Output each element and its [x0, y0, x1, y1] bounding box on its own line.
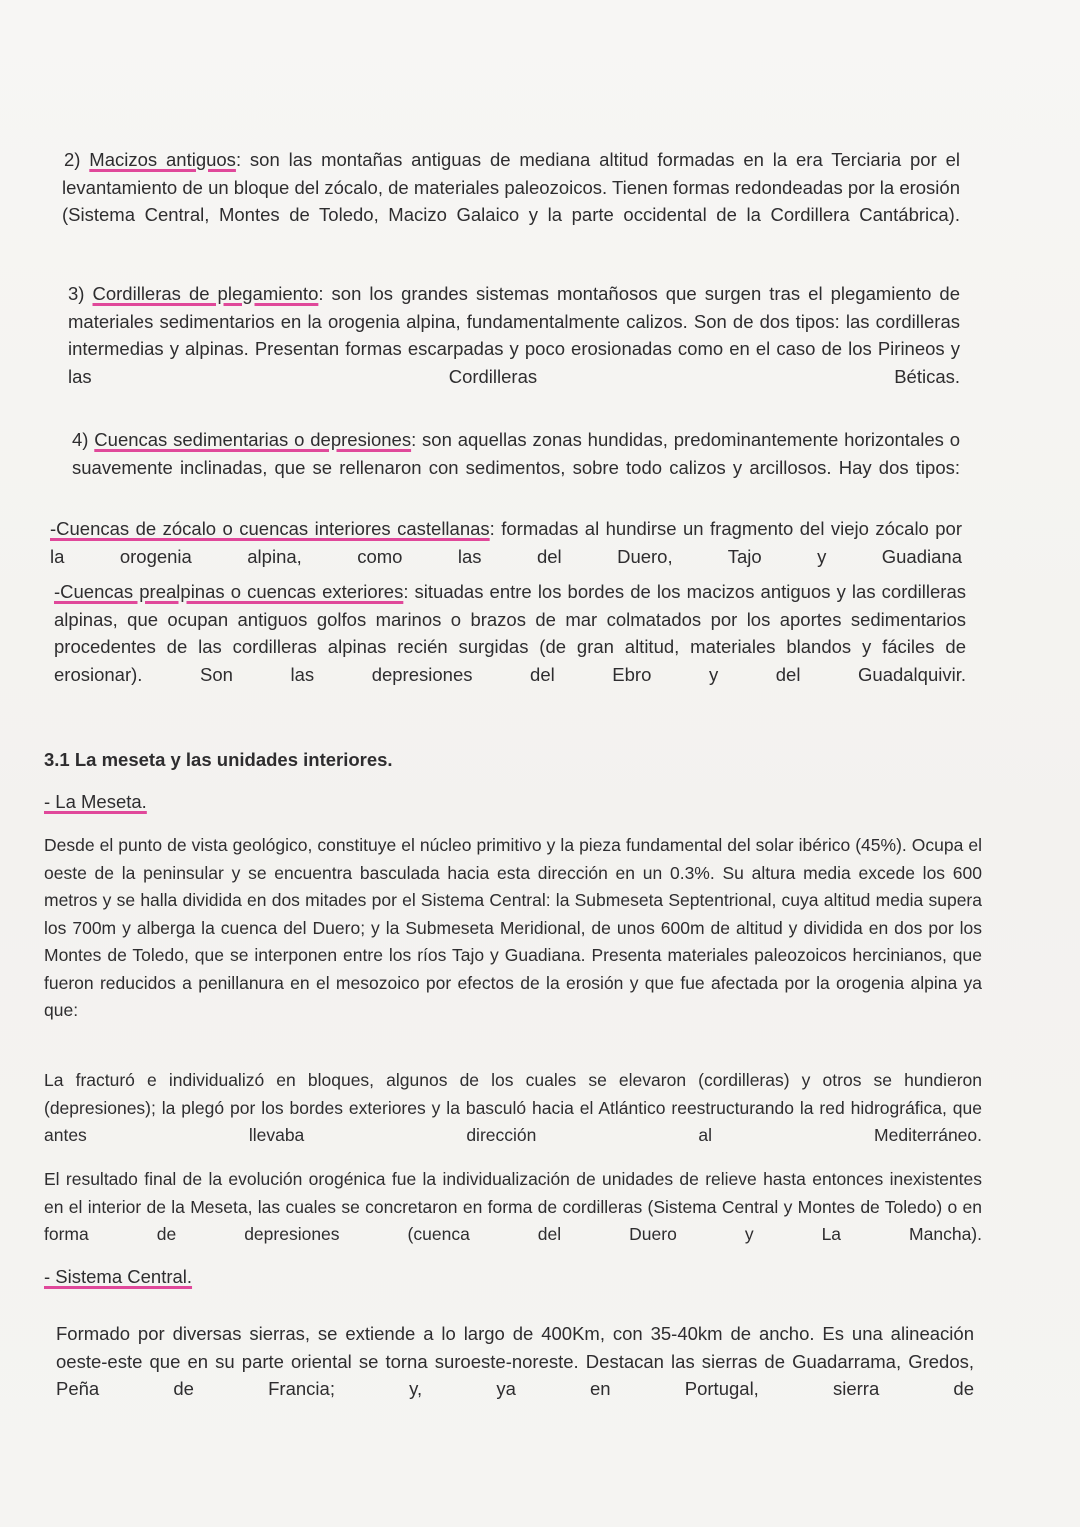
item-title: Cuencas sedimentarias o depresiones: [94, 429, 412, 450]
paragraph-text: El resultado final de la evolución orogénica fue la individualización de unidades de relieve hasta entonces inexistentes en el interior de la Meseta, las cuales se concretaron en forma de cordilleras (Sistema Central y Montes de Toledo) o en forma de depresiones (cuenca del Duero y La Mancha).: [44, 1169, 982, 1244]
subtype-text: : formadas al hundirse un fragmento del viejo zócalo por la orogenia alpina, como las del Duero, Tajo y Guadiana: [50, 518, 963, 567]
meseta-paragraph-1: [44, 832, 982, 1052]
item-macizos-antiguos: [62, 146, 960, 256]
sistema-central-heading: - Sistema Central.: [44, 1266, 193, 1287]
item-text: : son los grandes sistemas montañosos que surgen tras el plegamiento de materiales sedimentarios en la orogenia alpina, fundamentalmente calizos. Son de dos tipos: las cordilleras intermedias y alpinas. Presentan formas escarpadas y poco erosionadas como en el caso de los Pirineos y las Cordilleras Béticas.: [68, 283, 961, 387]
paragraph-text: Formado por diversas sierras, se extiende a lo largo de 400Km, con 35-40km de ancho. Es una alineación oeste-este que en su parte oriental se torna suroeste-noreste. Destacan las sierras de Guadarrama, Gredos, Peña de Francia; y, ya en Portugal, sierra de: [56, 1323, 974, 1399]
item-number: 2): [64, 149, 81, 170]
paragraph-text: La fracturó e individualizó en bloques, algunos de los cuales se elevaron (cordilleras) y otros se hundieron (depresiones); la plegó por los bordes exteriores y la basculó hacia el Atlántico reestructurando la red hidrográfica, que antes llevaba dirección al Mediterráneo.: [44, 1070, 982, 1145]
sistema-central-paragraph: [56, 1320, 974, 1430]
item-cordilleras-plegamiento: [68, 280, 960, 418]
paragraph-text: Desde el punto de vista geológico, constituye el núcleo primitivo y la pieza fundamental del solar ibérico (45%). Ocupa el oeste de la peninsular y se encuentra basculada hacia esta dirección en un 0.3%. Su altura media excede los 600 metros y se halla dividida en dos mitades por el Sistema Central: la Submeseta Septentrional, cuya altitud media supera los 700m y alberga la cuenca del Duero; y la Submeseta Meridional, de unos 600m de altitud y dividida en dos por los Montes de Toledo, que se interponen entre los ríos Tajo y Guadiana. Presenta materiales paleozoicos hercinianos, que fueron reducidos a penillanura en el mesozoico por efectos de la erosión y que fue afectada por la orogenia alpina ya que:: [44, 835, 982, 1020]
item-title: Cordilleras de plegamiento: [92, 283, 319, 304]
item-number: 4): [72, 429, 89, 450]
subtype-cuencas-prealpinas: [50, 578, 966, 716]
section-title: 3.1 La meseta y las unidades interiores.: [44, 749, 393, 770]
item-title: Macizos antiguos: [89, 149, 236, 170]
meseta-paragraph-2: [44, 1067, 982, 1177]
meseta-heading: - La Meseta.: [44, 791, 147, 812]
subtype-title: -Cuencas de zócalo o cuencas interiores castellanas: [50, 518, 490, 539]
item-text: : son las montañas antiguas de mediana altitud formadas en la era Terciaria por el levantamiento de un bloque del zócalo, de materiales paleozoicos. Tienen formas redondeadas por la erosión (Sistema Central, Montes de Toledo, Macizo Galaico y la parte occidental de la Cordillera Cantábrica).: [62, 149, 960, 225]
item-number: 3): [68, 283, 85, 304]
subtype-text: : situadas entre los bordes de los macizos antiguos y las cordilleras alpinas, que ocupan antiguos golfos marinos o brazos de mar colmatados por los aportes sedimentarios procedentes de las cordilleras alpinas recién surgidas (de gran altitud, materiales blandos y fáciles de erosionar). Son las depresiones del Ebro y del Guadalquivir.: [54, 581, 966, 685]
subtype-title: -Cuencas prealpinas o cuencas exteriores: [54, 581, 404, 602]
item-text: : son aquellas zonas hundidas, predominantemente horizontales o suavemente inclinadas, que se rellenaron con sedimentos, sobre todo calizos y arcillosos. Hay dos tipos:: [72, 429, 961, 478]
item-cuencas-sedimentarias: [72, 426, 960, 509]
meseta-paragraph-3: [44, 1166, 982, 1276]
